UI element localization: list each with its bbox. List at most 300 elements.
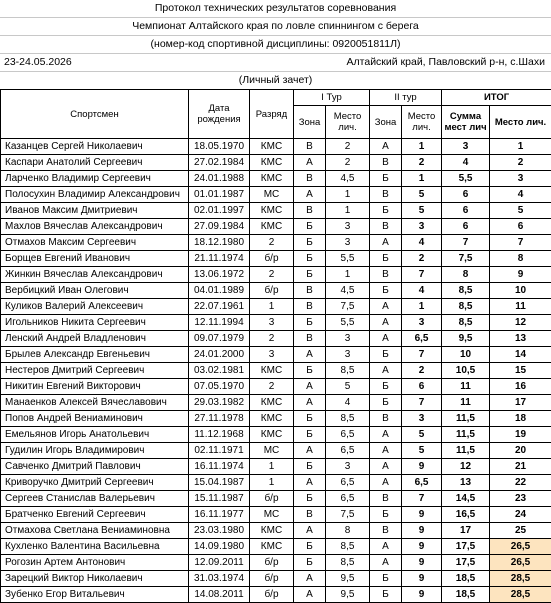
zone-2-cell: В	[370, 219, 402, 235]
birthdate-cell: 31.03.1974	[189, 571, 250, 587]
sum-places-cell: 17	[442, 523, 490, 539]
col-zone-1: Зона	[294, 106, 326, 139]
table-row	[1, 187, 551, 203]
sum-places-cell: 7	[442, 235, 490, 251]
place-2-cell: 5	[402, 427, 442, 443]
rank-cell: 3	[250, 315, 294, 331]
place-2-cell: 7	[402, 491, 442, 507]
place-2-cell: 9	[402, 459, 442, 475]
table-row	[1, 203, 551, 219]
place-1-cell: 3	[326, 235, 370, 251]
place-2-cell: 9	[402, 571, 442, 587]
place-total-cell: 26,5	[490, 539, 551, 555]
place-total-cell: 14	[490, 347, 551, 363]
place-total-cell: 2	[490, 155, 551, 171]
sum-places-cell: 8,5	[442, 283, 490, 299]
athlete-name-cell: Казанцев Сергей Николаевич	[1, 139, 189, 155]
zone-2-cell: В	[370, 267, 402, 283]
place-1-cell: 9,5	[326, 571, 370, 587]
athlete-name-cell: Попов Андрей Вениаминович	[1, 411, 189, 427]
zone-2-cell: Б	[370, 283, 402, 299]
table-row	[1, 363, 551, 379]
rank-cell: 3	[250, 347, 294, 363]
birthdate-cell: 13.06.1972	[189, 267, 250, 283]
athlete-name-cell: Иванов Максим Дмитриевич	[1, 203, 189, 219]
birthdate-cell: 14.08.2011	[189, 587, 250, 603]
zone-1-cell: В	[294, 283, 326, 299]
table-row	[1, 299, 551, 315]
zone-1-cell: Б	[294, 363, 326, 379]
place-1-cell: 5	[326, 379, 370, 395]
zone-2-cell: А	[370, 139, 402, 155]
place-2-cell: 6,5	[402, 331, 442, 347]
place-2-cell: 6,5	[402, 475, 442, 491]
place-total-cell: 13	[490, 331, 551, 347]
place-total-cell: 3	[490, 171, 551, 187]
place-total-cell: 21	[490, 459, 551, 475]
table-row	[1, 331, 551, 347]
zone-1-cell: Б	[294, 251, 326, 267]
results-body	[1, 139, 551, 603]
birthdate-cell: 11.12.1968	[189, 427, 250, 443]
sum-places-cell: 8	[442, 267, 490, 283]
place-total-cell: 8	[490, 251, 551, 267]
rank-cell: 2	[250, 379, 294, 395]
zone-1-cell: Б	[294, 491, 326, 507]
place-2-cell: 2	[402, 251, 442, 267]
place-total-cell: 20	[490, 443, 551, 459]
zone-1-cell: Б	[294, 235, 326, 251]
birthdate-cell: 15.11.1987	[189, 491, 250, 507]
rank-cell: МС	[250, 507, 294, 523]
birthdate-cell: 23.03.1980	[189, 523, 250, 539]
place-1-cell: 1	[326, 203, 370, 219]
place-total-cell: 28,5	[490, 571, 551, 587]
championship-title: Чемпионат Алтайского края по ловле спиннингом с берега	[0, 18, 551, 36]
col-sum-places: Сумма мест лич	[442, 106, 490, 139]
col-tour2: II тур	[370, 90, 442, 106]
place-1-cell: 9,5	[326, 587, 370, 603]
birthdate-cell: 18.12.1980	[189, 235, 250, 251]
place-2-cell: 9	[402, 555, 442, 571]
place-2-cell: 3	[402, 411, 442, 427]
place-1-cell: 8,5	[326, 363, 370, 379]
birthdate-cell: 01.01.1987	[189, 187, 250, 203]
rank-cell: б/р	[250, 251, 294, 267]
zone-1-cell: А	[294, 571, 326, 587]
zone-2-cell: А	[370, 475, 402, 491]
table-row	[1, 171, 551, 187]
zone-1-cell: В	[294, 171, 326, 187]
rank-cell: 2	[250, 267, 294, 283]
place-1-cell: 8	[326, 523, 370, 539]
table-row	[1, 507, 551, 523]
table-row	[1, 379, 551, 395]
place-1-cell: 6,5	[326, 491, 370, 507]
place-total-cell: 7	[490, 235, 551, 251]
rank-cell: б/р	[250, 571, 294, 587]
table-row	[1, 347, 551, 363]
rank-cell: 1	[250, 459, 294, 475]
zone-1-cell: Б	[294, 555, 326, 571]
athlete-name-cell: Каспари Анатолий Сергеевич	[1, 155, 189, 171]
rank-cell: 2	[250, 331, 294, 347]
place-1-cell: 6,5	[326, 443, 370, 459]
birthdate-cell: 18.05.1970	[189, 139, 250, 155]
place-1-cell: 7,5	[326, 299, 370, 315]
zone-2-cell: А	[370, 443, 402, 459]
zone-2-cell: Б	[370, 251, 402, 267]
sum-places-cell: 17,5	[442, 539, 490, 555]
place-1-cell: 2	[326, 139, 370, 155]
zone-2-cell: Б	[370, 347, 402, 363]
rank-cell: 1	[250, 299, 294, 315]
place-1-cell: 5,5	[326, 251, 370, 267]
zone-2-cell: А	[370, 331, 402, 347]
zone-2-cell: В	[370, 155, 402, 171]
sum-places-cell: 16,5	[442, 507, 490, 523]
birthdate-cell: 14.09.1980	[189, 539, 250, 555]
zone-1-cell: А	[294, 347, 326, 363]
zone-2-cell: А	[370, 555, 402, 571]
place-total-cell: 18	[490, 411, 551, 427]
sum-places-cell: 8,5	[442, 299, 490, 315]
zone-1-cell: А	[294, 155, 326, 171]
rank-cell: КМС	[250, 427, 294, 443]
athlete-name-cell: Кухленко Валентина Васильевна	[1, 539, 189, 555]
sum-places-cell: 6	[442, 187, 490, 203]
zone-2-cell: В	[370, 411, 402, 427]
table-row	[1, 443, 551, 459]
place-2-cell: 3	[402, 219, 442, 235]
athlete-name-cell: Сергеев Станислав Валерьевич	[1, 491, 189, 507]
col-birthdate: Дата рождения	[189, 90, 250, 139]
zone-2-cell: Б	[370, 395, 402, 411]
zone-2-cell: А	[370, 315, 402, 331]
place-1-cell: 8,5	[326, 539, 370, 555]
zone-1-cell: Б	[294, 219, 326, 235]
rank-cell: МС	[250, 443, 294, 459]
sum-places-cell: 6	[442, 203, 490, 219]
discipline-code: (номер-код спортивной дисциплины: 0920051811Л)	[0, 36, 551, 54]
place-total-cell: 28,5	[490, 587, 551, 603]
place-total-cell: 10	[490, 283, 551, 299]
birthdate-cell: 27.02.1984	[189, 155, 250, 171]
place-total-cell: 5	[490, 203, 551, 219]
athlete-name-cell: Вербицкий Иван Олегович	[1, 283, 189, 299]
birthdate-cell: 29.03.1982	[189, 395, 250, 411]
rank-cell: КМС	[250, 395, 294, 411]
place-2-cell: 2	[402, 155, 442, 171]
zone-2-cell: А	[370, 427, 402, 443]
rank-cell: КМС	[250, 363, 294, 379]
place-total-cell: 4	[490, 187, 551, 203]
zone-2-cell: Б	[370, 171, 402, 187]
place-total-cell: 17	[490, 395, 551, 411]
zone-1-cell: В	[294, 299, 326, 315]
rank-cell: 2	[250, 235, 294, 251]
sum-places-cell: 10	[442, 347, 490, 363]
zone-1-cell: Б	[294, 315, 326, 331]
athlete-name-cell: Нестеров Дмитрий Сергеевич	[1, 363, 189, 379]
zone-1-cell: В	[294, 507, 326, 523]
col-place-2: Место лич.	[402, 106, 442, 139]
place-2-cell: 9	[402, 539, 442, 555]
place-total-cell: 6	[490, 219, 551, 235]
birthdate-cell: 07.05.1970	[189, 379, 250, 395]
place-total-cell: 26,5	[490, 555, 551, 571]
athlete-name-cell: Зарецкий Виктор Николаевич	[1, 571, 189, 587]
rank-cell: б/р	[250, 491, 294, 507]
sum-places-cell: 11	[442, 395, 490, 411]
place-total-cell: 1	[490, 139, 551, 155]
place-1-cell: 4,5	[326, 171, 370, 187]
zone-2-cell: А	[370, 459, 402, 475]
zone-1-cell: А	[294, 587, 326, 603]
birthdate-cell: 03.02.1981	[189, 363, 250, 379]
zone-2-cell: А	[370, 363, 402, 379]
athlete-name-cell: Полосухин Владимир Александрович	[1, 187, 189, 203]
col-zone-2: Зона	[370, 106, 402, 139]
rank-cell: б/р	[250, 587, 294, 603]
zone-2-cell: В	[370, 491, 402, 507]
athlete-name-cell: Отмахов Максим Сергеевич	[1, 235, 189, 251]
athlete-name-cell: Брылев Александр Евгеньевич	[1, 347, 189, 363]
birthdate-cell: 24.01.2000	[189, 347, 250, 363]
birthdate-cell: 02.01.1997	[189, 203, 250, 219]
zone-2-cell: Б	[370, 587, 402, 603]
place-2-cell: 9	[402, 587, 442, 603]
zone-1-cell: Б	[294, 539, 326, 555]
table-row	[1, 267, 551, 283]
place-1-cell: 8,5	[326, 555, 370, 571]
place-total-cell: 23	[490, 491, 551, 507]
athlete-name-cell: Ленский Андрей Владленович	[1, 331, 189, 347]
table-row	[1, 155, 551, 171]
zone-2-cell: Б	[370, 379, 402, 395]
zone-1-cell: Б	[294, 459, 326, 475]
athlete-name-cell: Махлов Вячеслав Александрович	[1, 219, 189, 235]
col-tour1: I Тур	[294, 90, 370, 106]
col-place-1: Место лич.	[326, 106, 370, 139]
place-2-cell: 2	[402, 363, 442, 379]
birthdate-cell: 21.11.1974	[189, 251, 250, 267]
sum-places-cell: 11	[442, 379, 490, 395]
place-2-cell: 5	[402, 443, 442, 459]
athlete-name-cell: Жинкин Вячеслав Александрович	[1, 267, 189, 283]
place-total-cell: 22	[490, 475, 551, 491]
col-athlete: Спортсмен	[1, 90, 189, 139]
zone-1-cell: Б	[294, 427, 326, 443]
athlete-name-cell: Гудилин Игорь Владимирович	[1, 443, 189, 459]
sum-places-cell: 8,5	[442, 315, 490, 331]
rank-cell: КМС	[250, 539, 294, 555]
protocol-title: Протокол технических результатов соревнования	[0, 0, 551, 18]
place-2-cell: 9	[402, 507, 442, 523]
table-row	[1, 411, 551, 427]
birthdate-cell: 27.09.1984	[189, 219, 250, 235]
birthdate-cell: 12.11.1994	[189, 315, 250, 331]
sum-places-cell: 18,5	[442, 587, 490, 603]
place-1-cell: 7,5	[326, 507, 370, 523]
table-row	[1, 219, 551, 235]
sum-places-cell: 11,5	[442, 443, 490, 459]
athlete-name-cell: Криворучко Дмитрий Сергеевич	[1, 475, 189, 491]
birthdate-cell: 22.07.1961	[189, 299, 250, 315]
zone-1-cell: В	[294, 203, 326, 219]
place-1-cell: 5,5	[326, 315, 370, 331]
sum-places-cell: 9,5	[442, 331, 490, 347]
ranking-type: (Личный зачет)	[0, 72, 551, 89]
place-total-cell: 15	[490, 363, 551, 379]
place-1-cell: 3	[326, 219, 370, 235]
table-row	[1, 475, 551, 491]
birthdate-cell: 15.04.1987	[189, 475, 250, 491]
table-row	[1, 315, 551, 331]
athlete-name-cell: Отмахова Светлана Вениаминовна	[1, 523, 189, 539]
col-total: ИТОГ	[442, 90, 551, 106]
rank-cell: 1	[250, 475, 294, 491]
place-1-cell: 3	[326, 459, 370, 475]
athlete-name-cell: Зубенко Егор Витальевич	[1, 587, 189, 603]
place-2-cell: 6	[402, 379, 442, 395]
place-2-cell: 5	[402, 187, 442, 203]
table-row	[1, 251, 551, 267]
athlete-name-cell: Игольников Никита Сергеевич	[1, 315, 189, 331]
place-1-cell: 3	[326, 331, 370, 347]
zone-2-cell: Б	[370, 203, 402, 219]
rank-cell: б/р	[250, 555, 294, 571]
rank-cell: КМС	[250, 523, 294, 539]
rank-cell: б/р	[250, 283, 294, 299]
table-row	[1, 523, 551, 539]
rank-cell: КМС	[250, 155, 294, 171]
place-total-cell: 9	[490, 267, 551, 283]
zone-1-cell: А	[294, 187, 326, 203]
birthdate-cell: 12.09.2011	[189, 555, 250, 571]
athlete-name-cell: Братченко Евгений Сергеевич	[1, 507, 189, 523]
place-1-cell: 2	[326, 155, 370, 171]
place-2-cell: 7	[402, 395, 442, 411]
place-2-cell: 9	[402, 523, 442, 539]
table-row	[1, 571, 551, 587]
birthdate-cell: 04.01.1989	[189, 283, 250, 299]
table-row	[1, 539, 551, 555]
place-1-cell: 6,5	[326, 427, 370, 443]
rank-cell: КМС	[250, 139, 294, 155]
zone-1-cell: А	[294, 395, 326, 411]
athlete-name-cell: Ларченко Владимир Сергеевич	[1, 171, 189, 187]
col-rank: Разряд	[250, 90, 294, 139]
athlete-name-cell: Куликов Валерий Алексеевич	[1, 299, 189, 315]
sum-places-cell: 6	[442, 219, 490, 235]
competition-date: 23-24.05.2026	[4, 54, 72, 71]
place-total-cell: 11	[490, 299, 551, 315]
competition-place: Алтайский край, Павловский р-н, с.Шахи	[347, 54, 545, 71]
zone-2-cell: А	[370, 299, 402, 315]
athlete-name-cell: Манаенков Алексей Вячеславович	[1, 395, 189, 411]
athlete-name-cell: Савченко Дмитрий Павлович	[1, 459, 189, 475]
birthdate-cell: 24.01.1988	[189, 171, 250, 187]
sum-places-cell: 5,5	[442, 171, 490, 187]
sum-places-cell: 17,5	[442, 555, 490, 571]
table-row	[1, 139, 551, 155]
place-2-cell: 4	[402, 283, 442, 299]
zone-1-cell: Б	[294, 267, 326, 283]
birthdate-cell: 02.11.1971	[189, 443, 250, 459]
date-place-line	[0, 54, 551, 72]
sum-places-cell: 11,5	[442, 411, 490, 427]
sum-places-cell: 10,5	[442, 363, 490, 379]
place-2-cell: 5	[402, 203, 442, 219]
place-2-cell: 1	[402, 299, 442, 315]
place-total-cell: 12	[490, 315, 551, 331]
place-1-cell: 8,5	[326, 411, 370, 427]
rank-cell: КМС	[250, 411, 294, 427]
table-row	[1, 283, 551, 299]
place-2-cell: 3	[402, 315, 442, 331]
sum-places-cell: 12	[442, 459, 490, 475]
rank-cell: МС	[250, 187, 294, 203]
rank-cell: КМС	[250, 171, 294, 187]
place-1-cell: 1	[326, 187, 370, 203]
table-row	[1, 235, 551, 251]
table-row	[1, 427, 551, 443]
place-1-cell: 1	[326, 267, 370, 283]
place-total-cell: 16	[490, 379, 551, 395]
athlete-name-cell: Никитин Евгений Викторович	[1, 379, 189, 395]
place-2-cell: 4	[402, 235, 442, 251]
results-table	[0, 89, 551, 603]
col-place-total: Место лич.	[490, 106, 551, 139]
place-2-cell: 1	[402, 139, 442, 155]
place-total-cell: 25	[490, 523, 551, 539]
birthdate-cell: 16.11.1974	[189, 459, 250, 475]
zone-2-cell: В	[370, 523, 402, 539]
zone-2-cell: Б	[370, 507, 402, 523]
sum-places-cell: 7,5	[442, 251, 490, 267]
table-row	[1, 587, 551, 603]
zone-2-cell: А	[370, 235, 402, 251]
birthdate-cell: 09.07.1979	[189, 331, 250, 347]
place-1-cell: 4,5	[326, 283, 370, 299]
place-2-cell: 7	[402, 347, 442, 363]
place-1-cell: 3	[326, 347, 370, 363]
sum-places-cell: 4	[442, 155, 490, 171]
sum-places-cell: 3	[442, 139, 490, 155]
athlete-name-cell: Емельянов Игорь Анатольевич	[1, 427, 189, 443]
zone-1-cell: В	[294, 139, 326, 155]
zone-2-cell: В	[370, 187, 402, 203]
zone-1-cell: А	[294, 443, 326, 459]
place-1-cell: 6,5	[326, 475, 370, 491]
athlete-name-cell: Рогозин Артем Антонович	[1, 555, 189, 571]
birthdate-cell: 27.11.1978	[189, 411, 250, 427]
athlete-name-cell: Борщев Евгений Иванович	[1, 251, 189, 267]
place-2-cell: 7	[402, 267, 442, 283]
zone-2-cell: А	[370, 539, 402, 555]
place-total-cell: 19	[490, 427, 551, 443]
sum-places-cell: 14,5	[442, 491, 490, 507]
zone-1-cell: А	[294, 523, 326, 539]
zone-2-cell: Б	[370, 571, 402, 587]
rank-cell: КМС	[250, 203, 294, 219]
table-row	[1, 395, 551, 411]
place-2-cell: 1	[402, 171, 442, 187]
birthdate-cell: 16.11.1977	[189, 507, 250, 523]
sum-places-cell: 13	[442, 475, 490, 491]
rank-cell: КМС	[250, 219, 294, 235]
